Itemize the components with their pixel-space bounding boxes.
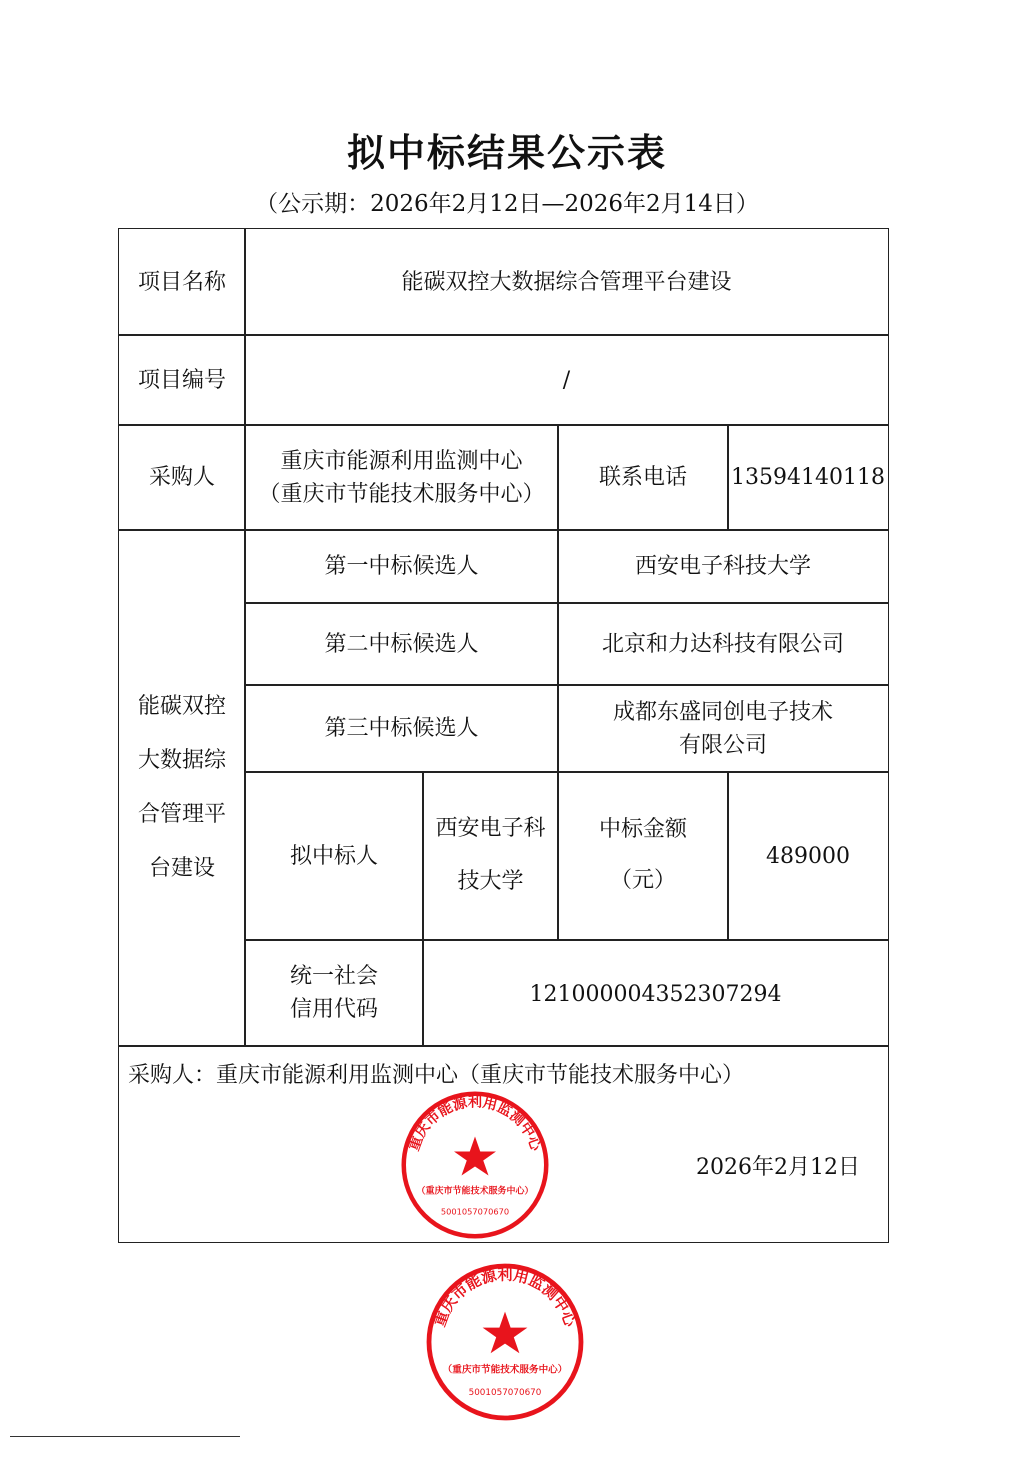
winner: [422, 771, 559, 941]
amount-label: [557, 771, 729, 941]
buyer-name: 重庆市能源利用监测中心: [280, 448, 523, 474]
phone-label: 联系电话: [557, 424, 729, 531]
project-name: 能碳双控大数据综合管理平台建设: [244, 228, 889, 336]
candidate3-line2: 有限公司: [678, 732, 767, 758]
candidate1: 西安电子科技大学: [557, 529, 889, 604]
candidate2-label: 第二中标候选人: [244, 602, 559, 686]
candidate3-line1: 成都东盛同创电子技术: [612, 699, 833, 725]
buyer-label: 采购人: [118, 424, 246, 531]
winner-label: 拟中标人: [244, 771, 424, 941]
svg-text:（重庆市节能技术服务中心）: （重庆市节能技术服务中心）: [416, 1186, 534, 1197]
credit-code-label: [244, 939, 424, 1047]
svg-text:重庆市能源利用监测中心: 重庆市能源利用监测中心: [430, 1265, 580, 1330]
winner-line2: 技大学: [457, 869, 524, 894]
amount-label-text: 中标金额: [598, 817, 687, 843]
amount-unit: （元）: [609, 868, 676, 893]
side-project-label: 能碳双控大数据综合管理平台建设: [118, 529, 246, 1047]
bottom-rule: [10, 1436, 240, 1437]
candidate2: 北京和力达科技有限公司: [557, 602, 889, 686]
signature-date: 2026年2月12日: [696, 1155, 860, 1180]
credit-code: 121000004352307294: [422, 939, 889, 1047]
svg-text:5001057070670: 5001057070670: [440, 1206, 510, 1217]
publicity-period: （公示期：2026年2月12日—2026年2月14日）: [255, 191, 759, 217]
svg-text:（重庆市节能技术服务中心）: （重庆市节能技术服务中心）: [442, 1364, 568, 1376]
project-no: /: [244, 334, 889, 426]
official-seal-2: [425, 1262, 585, 1422]
project-name-label: 项目名称: [118, 228, 246, 336]
buyer-alt-name: （重庆市节能技术服务中心）: [258, 481, 545, 507]
signature-buyer: 采购人：重庆市能源利用监测中心（重庆市节能技术服务中心）: [128, 1063, 745, 1088]
candidate3-label: 第三中标候选人: [244, 684, 559, 773]
phone: 13594140118: [727, 424, 889, 531]
winner-line1: 西安电子科: [435, 816, 546, 842]
candidate1-label: 第一中标候选人: [244, 529, 559, 604]
buyer-cell: [244, 424, 559, 531]
credit-label-line2: 信用代码: [289, 997, 378, 1022]
page-title: 拟中标结果公示表: [346, 131, 667, 175]
svg-text:5001057070670: 5001057070670: [468, 1387, 542, 1398]
svg-text:重庆市能源利用监测中心: 重庆市能源利用监测中心: [406, 1094, 544, 1154]
amount: 489000: [727, 771, 889, 941]
project-no-label: 项目编号: [118, 334, 246, 426]
candidate3: [557, 684, 889, 773]
credit-label-line1: 统一社会: [289, 964, 378, 989]
